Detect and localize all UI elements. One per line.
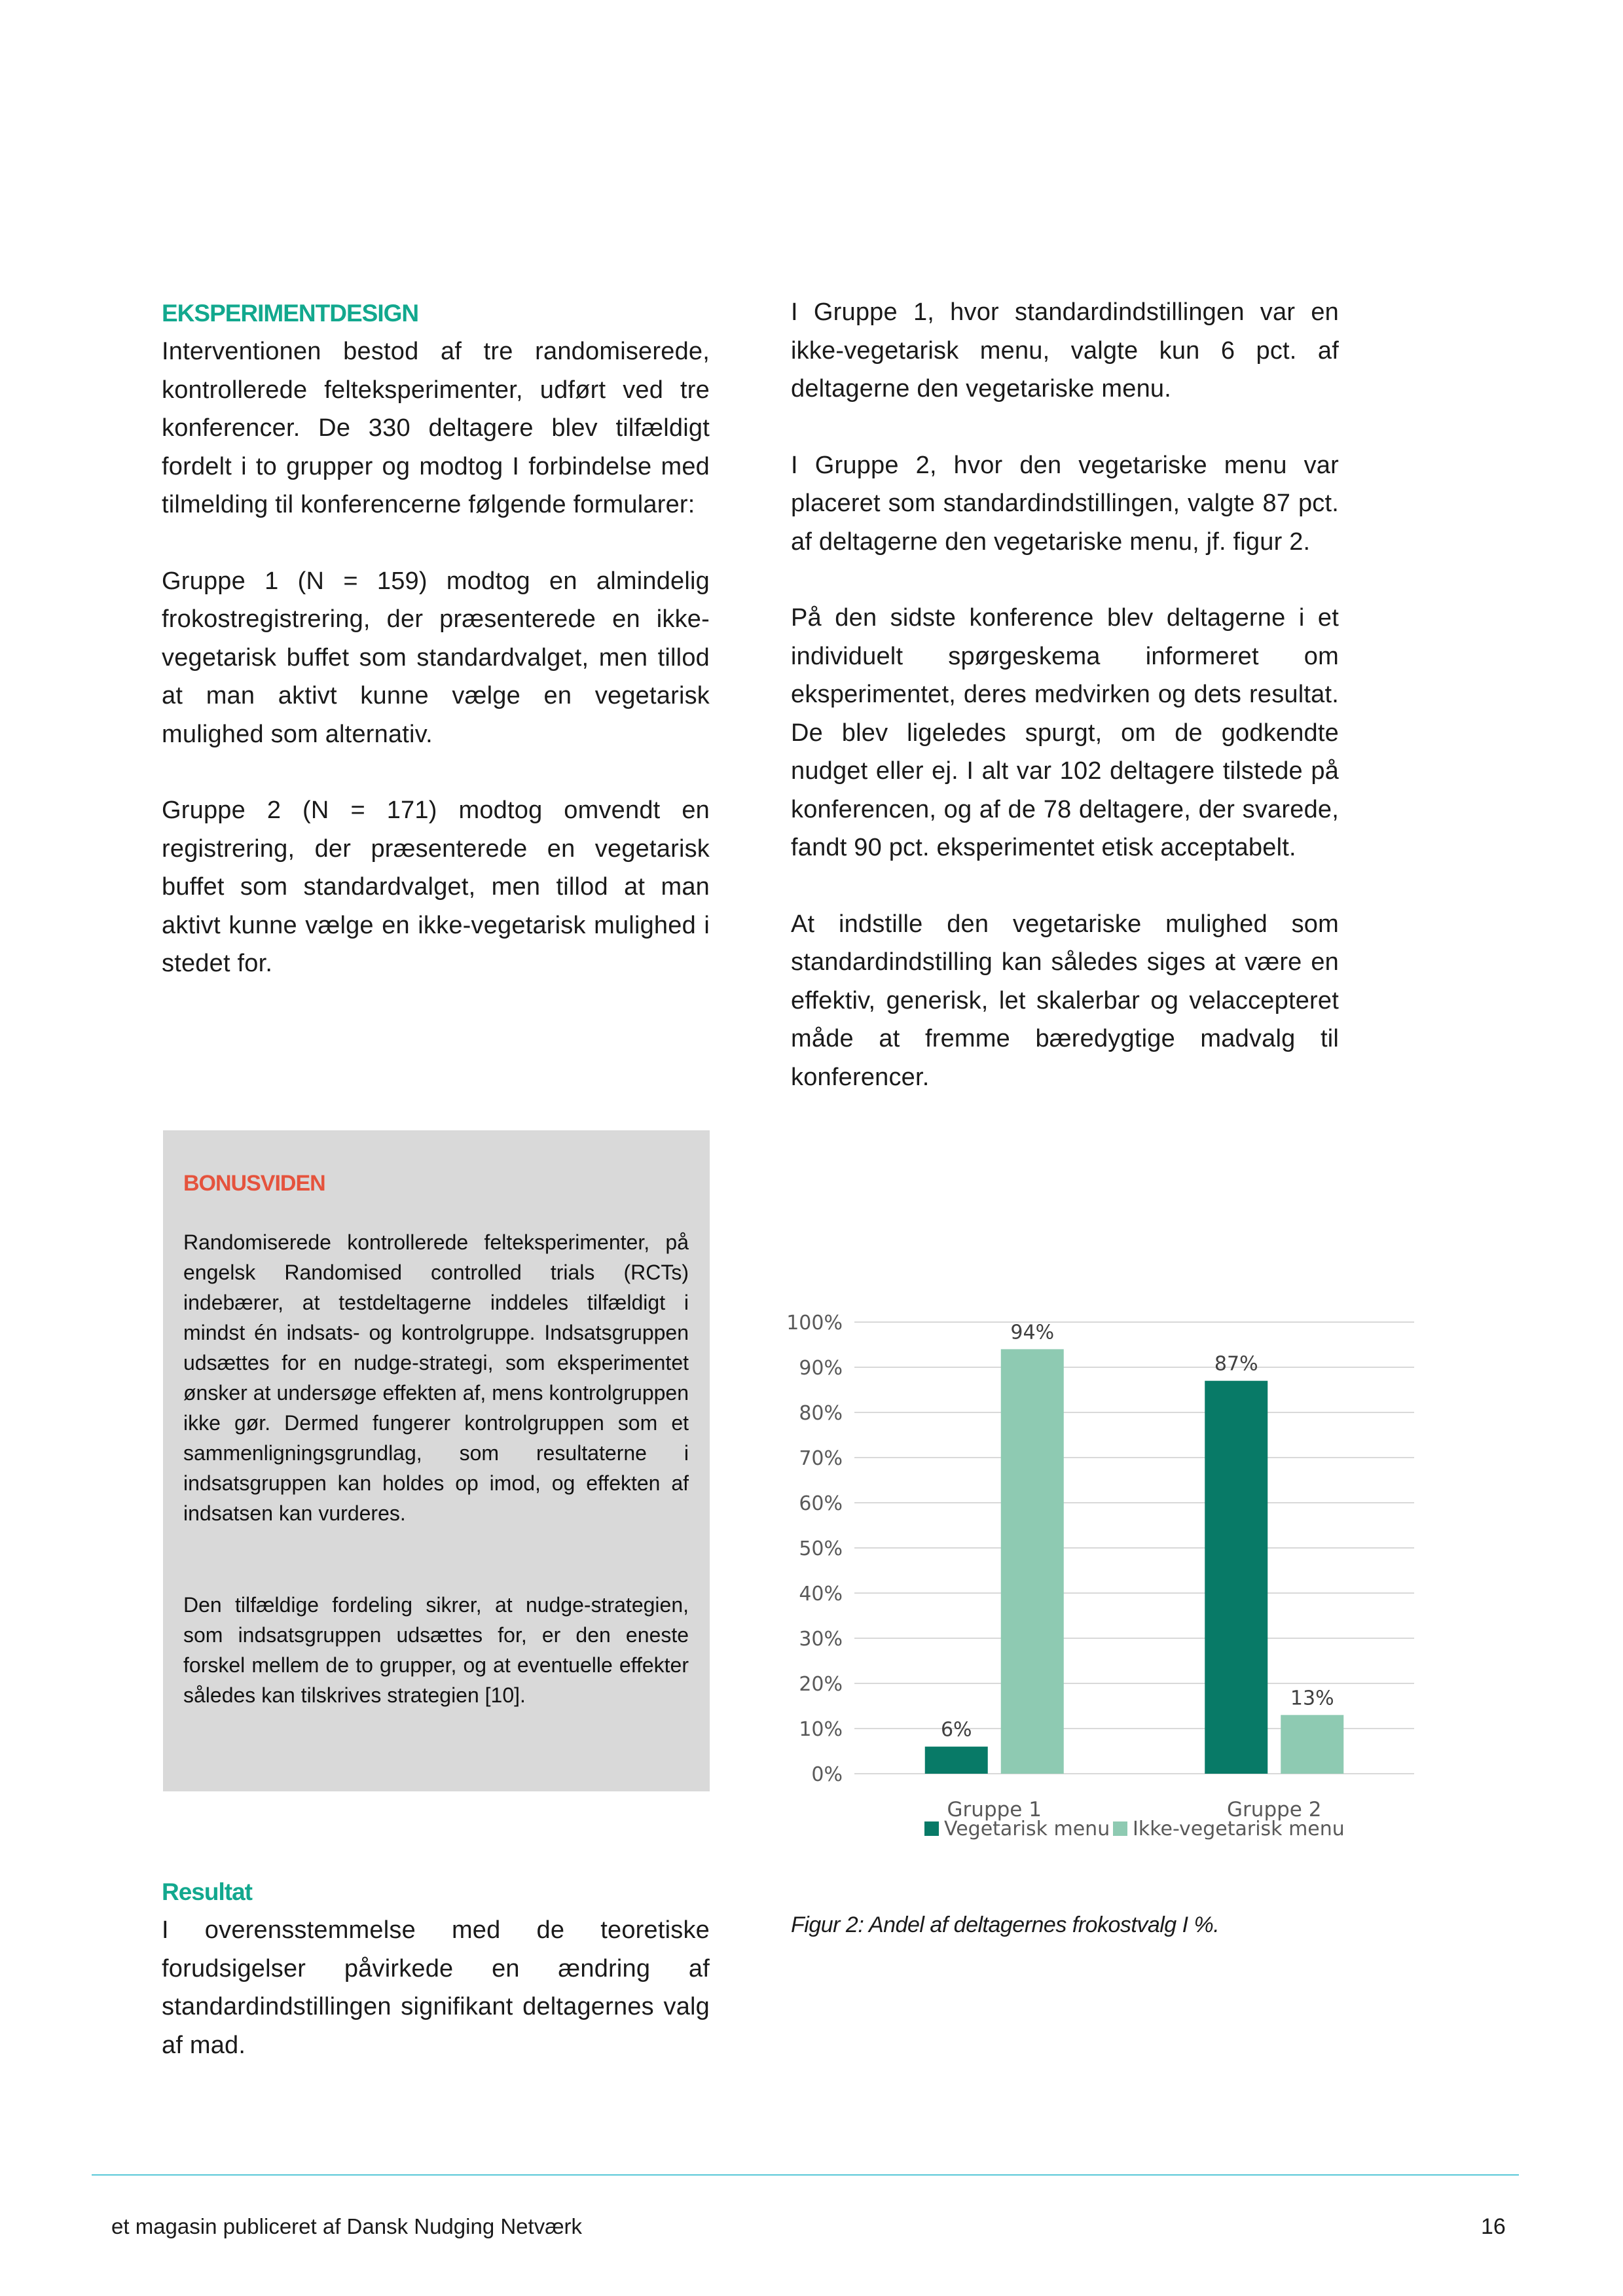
- paragraph: Interventionen bestod af tre randomiserede, kontrollerede felteksperimenter, udført ved tre konferencer. De 330 deltagere blev tilfældigt fordelt i to grupper og modtog I forbindelse med tilmelding til konferencerne følgende formularer:: [162, 338, 710, 518]
- paragraph: I Gruppe 1, hvor standardindstillingen var en ikke-vegetarisk menu, valgte kun 6 pct. af deltagerne den vegetariske menu.: [791, 298, 1339, 403]
- paragraph: Gruppe 2 (N = 171) modtog omvendt en registrering, der præsenterede en vegetarisk buffet som standardvalget, men tillod at man aktivt kunne vælge en ikke-vegetarisk mulighed i stedet for.: [162, 797, 710, 977]
- y-tick-label: 10%: [799, 1718, 843, 1741]
- bar: [1281, 1715, 1343, 1774]
- bar: [925, 1747, 988, 1774]
- figure-caption: Figur 2: Andel af deltagernes frokostvalg I %.: [791, 1912, 1220, 1937]
- y-tick-label: 0%: [811, 1763, 843, 1786]
- y-tick-label: 80%: [799, 1402, 843, 1425]
- y-tick-label: 50%: [799, 1537, 843, 1560]
- y-tick-label: 100%: [786, 1312, 843, 1335]
- page-number: 16: [1481, 2214, 1506, 2239]
- paragraph: At indstille den vegetariske mulighed som standardindstilling kan således siges at være en effektiv, generisk, let skalerbar og velaccepteret måde at fremme bæredygtige madvalg til konferencer.: [791, 910, 1339, 1091]
- y-tick-label: 30%: [799, 1628, 843, 1651]
- right-column: [791, 293, 1339, 1096]
- section-heading-result: Resultat: [162, 1878, 252, 1905]
- x-tick-label: Gruppe 1: [947, 1798, 1042, 1821]
- data-label: 13%: [1290, 1687, 1334, 1710]
- footer-text: et magasin publiceret af Dansk Nudging Netværk: [111, 2214, 583, 2238]
- data-label: 6%: [940, 1718, 972, 1742]
- bar-chart: [766, 1293, 1434, 1882]
- y-tick-label: 20%: [799, 1673, 843, 1696]
- left-column: [162, 295, 710, 983]
- bonus-paragraph: Randomiserede kontrollerede felteksperimenter, på engelsk Randomised controlled trials (RCTs) indebærer, at testdeltagerne inddeles tilfældigt i mindst én indsats- og kontrolgruppe. Indsatsgruppen udsættes for en nudge-strategi, som eksperimentet ønsker at undersøge effekten af, mens kontrolgruppen ikke gør. Dermed fungerer kontrolgruppen som et sammenligningsgrundlag, som resultaterne i indsatsgruppen kan holdes op imod, og effekten af indsatsen kan vurderes.: [183, 1230, 689, 1525]
- y-tick-label: 90%: [799, 1357, 843, 1380]
- paragraph: På den sidste konference blev deltagerne i et individuelt spørgeskema informeret om eksperimentet, deres medvirken og dets resultat. De blev ligeledes spurgt, om de godkendte nudget eller ej. I alt var 102 deltagere tilstede på konferencen, og af de 78 deltagere, der svarede, fandt 90 pct. eksperimentet etisk acceptabelt.: [791, 604, 1339, 861]
- section-heading-experiment-design: EKSPERIMENTDESIGN: [162, 300, 419, 327]
- data-label: 87%: [1214, 1352, 1258, 1376]
- bonus-paragraph: Den tilfældige fordeling sikrer, at nudge-strategien, som indsatsgruppen udsættes for, er den eneste forskel mellem de to grupper, og at eventuelle effekter således kan tilskrives strategien [10].: [183, 1593, 689, 1707]
- bar: [1205, 1381, 1267, 1774]
- result-section: [162, 1873, 710, 2064]
- bonus-box: [163, 1130, 710, 1791]
- y-tick-label: 60%: [799, 1492, 843, 1515]
- legend-entry: Vegetarisk menu: [944, 1818, 1110, 1840]
- legend-swatch: [1113, 1821, 1127, 1836]
- footer-divider: [92, 2174, 1519, 2176]
- paragraph: I Gruppe 2, hvor den vegetariske menu var placeret som standardindstillingen, valgte 87 pct. af deltagerne den vegetariske menu, jf. figur 2.: [791, 451, 1339, 556]
- bonus-heading: BONUSVIDEN: [183, 1171, 325, 1196]
- legend-entry: Ikke-vegetarisk menu: [1133, 1818, 1345, 1840]
- x-tick-label: Gruppe 2: [1227, 1798, 1322, 1821]
- legend-swatch: [924, 1821, 939, 1836]
- paragraph: I overensstemmelse med de teoretiske forudsigelser påvirkede en ændring af standardindstillingen signifikant deltagernes valg af mad.: [162, 1916, 710, 2059]
- bar: [1001, 1349, 1064, 1774]
- y-tick-label: 40%: [799, 1583, 843, 1605]
- y-tick-label: 70%: [799, 1447, 843, 1470]
- paragraph: Gruppe 1 (N = 159) modtog en almindelig frokostregistrering, der præsenterede en ikke-vegetarisk buffet som standardvalget, men tillod at man aktivt kunne vælge en vegetarisk mulighed som alternativ.: [162, 567, 710, 748]
- data-label: 94%: [1010, 1321, 1055, 1344]
